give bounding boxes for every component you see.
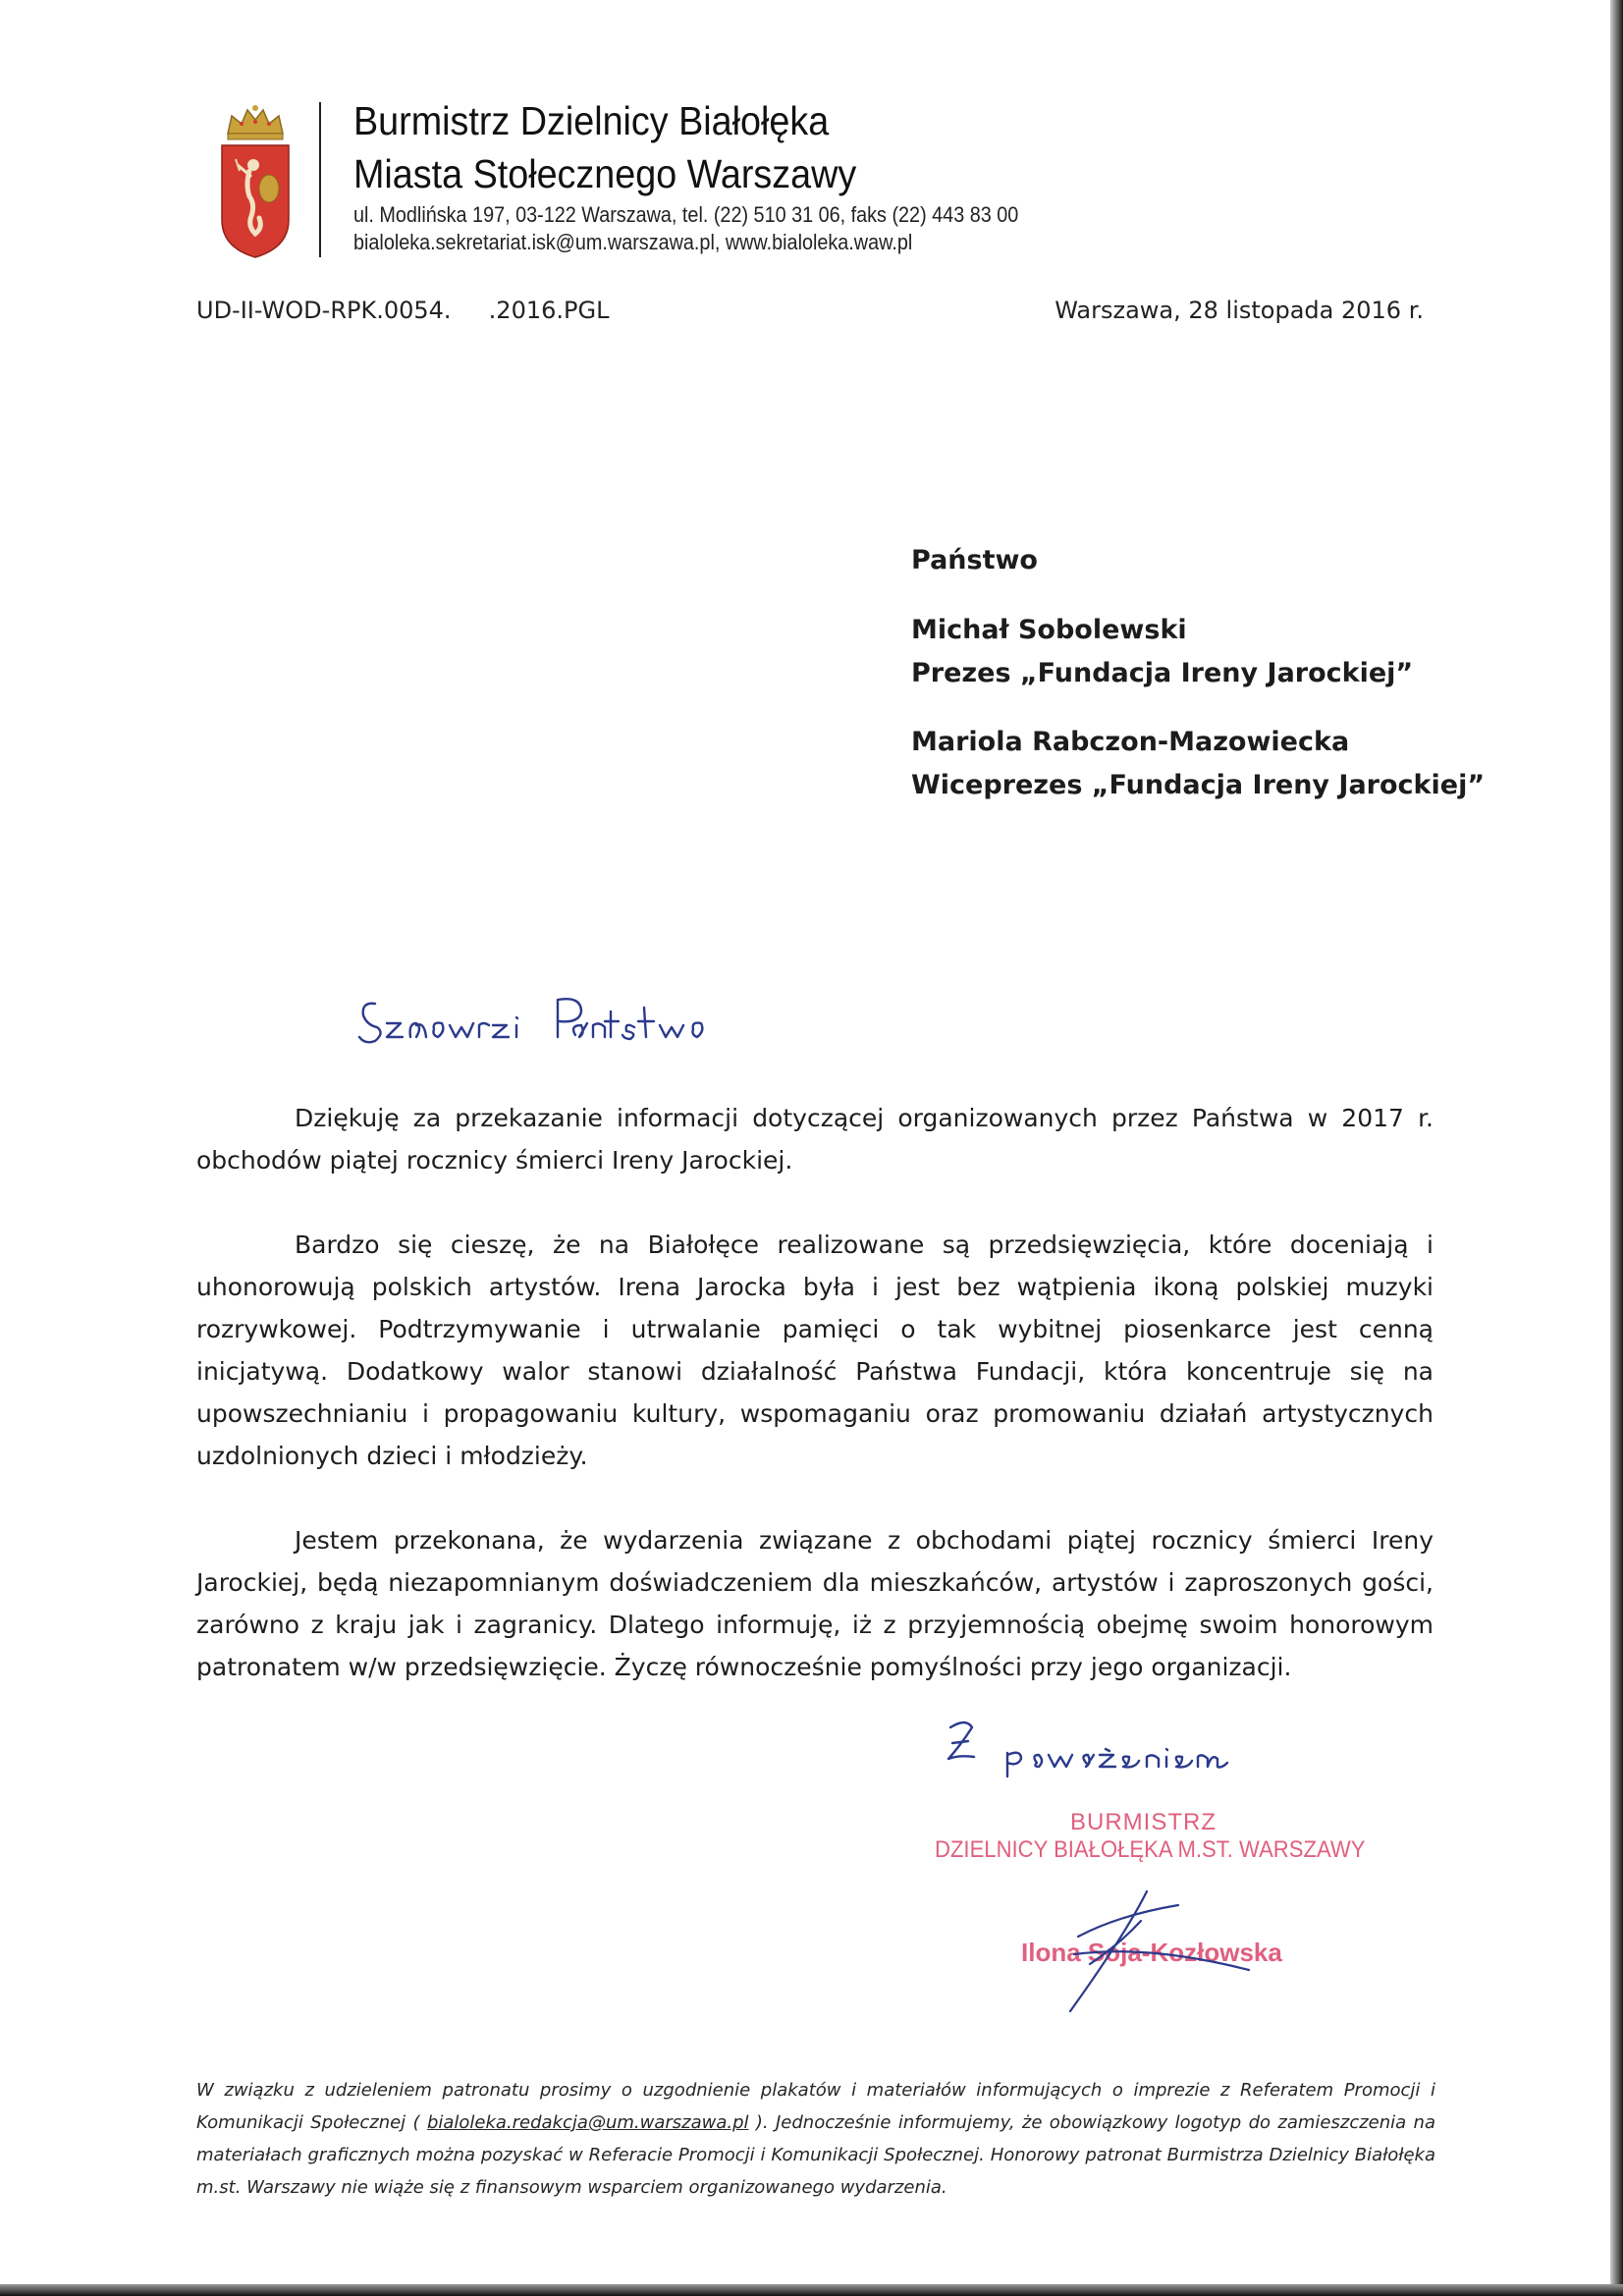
recipient1-name: Michał Sobolewski — [911, 615, 1187, 645]
handwritten-closing — [943, 1714, 1257, 1782]
letterhead-divider — [319, 102, 321, 257]
scan-edge-bottom — [0, 2284, 1623, 2296]
footer-text-part2: ). Jednocześnie informujemy, że obowiązkowy logotyp do zamieszczenia na materiałach graficznych można pozyskać w Referacie Promocji i Komunikacji Społecznej. Honorowy patronat Burmistrza Dzielnicy Białołęka m.st. Warszawy nie wiąże się z finansowym wsparciem organizowanego wydarzenia. — [196, 2112, 1435, 2198]
office-title-line1: Burmistrz Dzielnicy Białołęka — [353, 98, 830, 143]
scan-edge-right — [1610, 0, 1623, 2296]
recipient2-role: Wiceprezes „Fundacja Ireny Jarockiej” — [911, 770, 1486, 800]
handwritten-salutation — [353, 982, 727, 1061]
body-paragraph-2: Bardzo się cieszę, że na Białołęce realizowane są przedsięwzięcia, które doceniają i uhonorowują polskich artystów. Irena Jarocka była i jest bez wątpienia ikoną polskiej muzyki rozrywkowej. Podtrzymywanie i utrwalanie pamięci o tak wybitnej piosenkarce jest cenną inicjatywą. Dodatkowy walor stanowi działalność Państwa Fundacji, która koncentruje się na upowszechnianiu i propagowaniu kultury, wspomaganiu oraz promowaniu działań artystycznych uzdolnionych dzieci i młodzieży. — [196, 1230, 1434, 1470]
recipient1-role: Prezes „Fundacja Ireny Jarockiej” — [911, 658, 1414, 688]
footer-email-link[interactable]: bialoleka.redakcja@um.warszawa.pl — [426, 2112, 749, 2133]
recipient-greeting: Państwo — [911, 545, 1038, 575]
contact-address: ul. Modlińska 197, 03-122 Warszawa, tel. (22) 510 31 06, faks (22) 443 83 00 — [353, 202, 1019, 227]
letter-body — [196, 1097, 1434, 1730]
letter-date: Warszawa, 28 listopada 2016 r. — [1055, 297, 1424, 324]
body-paragraph-1: Dziękuję za przekazanie informacji dotyczącej organizowanych przez Państwa w 2017 r. obchodów piątej rocznicy śmierci Ireny Jarockiej. — [196, 1104, 1434, 1175]
letterhead — [216, 98, 1198, 265]
stamp-title-line1: BURMISTRZ — [1070, 1809, 1217, 1835]
recipient2-name: Mariola Rabczon-Mazowiecka — [911, 727, 1350, 757]
stamp-signatory-name: Ilona Soja-Kozłowska — [1021, 1938, 1282, 1967]
footer-text-part1: W związku z udzieleniem patronatu prosimy o uzgodnienie plakatów i materiałów informujących o imprezie z Referatem Promocji i Komunikacji Społecznej ( — [196, 2080, 1435, 2133]
body-paragraph-3: Jestem przekonana, że wydarzenia związane z obchodami piątej rocznicy śmierci Ireny Jarockiej, będą niezapomnianym doświadczeniem dla mieszkańców, artystów i zaproszonych gości, zarówno z kraju jak i zagranicy. Dlatego informuję, iż z przyjemnością obejmę swoim honorowym patronatem w/w przedsięwzięcie. Życzę równocześnie pomyślności przy jego organizacji. — [196, 1526, 1434, 1681]
patronage-footer-note — [196, 2074, 1435, 2204]
warsaw-coat-of-arms-icon — [216, 102, 295, 259]
handwritten-signature — [1031, 1886, 1267, 2013]
recipients-block — [911, 545, 1485, 807]
stamp-title-line2: DZIELNICY BIAŁOŁĘKA M.ST. WARSZAWY — [935, 1836, 1366, 1863]
reference-number: UD-II-WOD-RPK.0054. .2016.PGL — [196, 297, 610, 324]
contact-email-web: bialoleka.sekretariat.isk@um.warszawa.pl, www.bialoleka.waw.pl — [353, 230, 913, 254]
office-title-line2: Miasta Stołecznego Warszawy — [353, 151, 857, 196]
